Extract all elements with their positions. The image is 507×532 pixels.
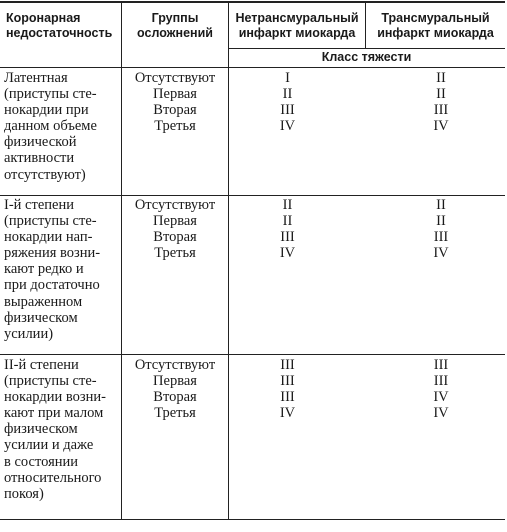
section-2-groups: Отсутствуют Первая Вторая Третья xyxy=(134,197,216,262)
section-divider-2 xyxy=(0,354,505,355)
header-insufficiency: Коронарная недостаточность xyxy=(6,11,113,40)
header-non-transmural: Нетрансмуральный инфаркт миокарда xyxy=(235,11,359,40)
header-bottom-rule xyxy=(0,67,505,68)
section-2-insufficiency: I-й степени (приступы сте- нокардии нап- ряжения возни- кают редко и при достаточно выраженном физическом усилии) xyxy=(4,197,101,342)
header-severity-class: Класс тяжести xyxy=(321,50,412,64)
section-3-groups: Отсутствуют Первая Вторая Третья xyxy=(134,357,216,422)
section-2-transmural: II II III IV xyxy=(433,197,449,262)
section-1-transmural: II II III IV xyxy=(433,70,449,135)
header-transmural: Трансмуральный инфаркт миокарда xyxy=(377,11,494,40)
section-1-groups: Отсутствуют Первая Вторая Третья xyxy=(134,70,216,135)
section-3-non-transmural: III III III IV xyxy=(279,357,296,422)
section-1-insufficiency: Латентная (приступы сте- нокардии при данном объеме физической активности отсутствуют) xyxy=(4,70,97,183)
header-complication-groups: Группы осложнений xyxy=(137,11,213,40)
table-bottom-rule xyxy=(0,519,505,520)
section-3-transmural: III III IV IV xyxy=(433,357,449,422)
section-1-non-transmural: I II III IV xyxy=(279,70,296,135)
section-divider-1 xyxy=(0,195,505,196)
section-2-non-transmural: II II III IV xyxy=(279,197,296,262)
subheader-top-rule xyxy=(228,48,505,49)
section-3-insufficiency: II-й степени (приступы сте- нокардии возни- кают при малом физическом усилии и даже в состоянии относительного покоя) xyxy=(4,357,106,502)
table-top-rule xyxy=(0,1,505,3)
